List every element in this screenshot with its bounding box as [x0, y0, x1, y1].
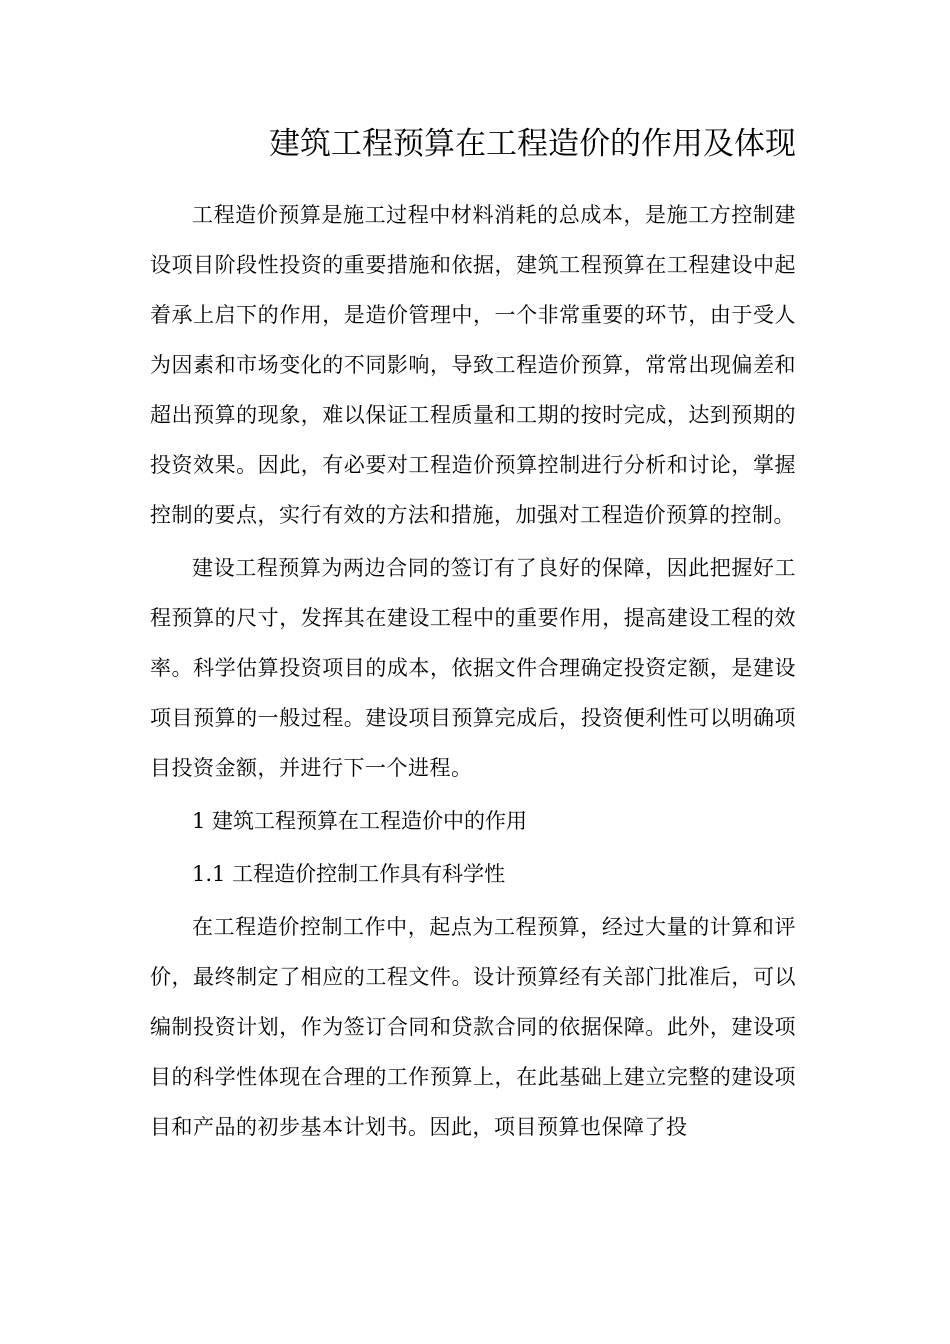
paragraph-contract: 建设工程预算为两边合同的签订有了良好的保障，因此把握好工程预算的尺寸，发挥其在建设工程中的重要作用，提高建设工程的效率。科学估算投资项目的成本，依据文件合理确定投资定额，是建设项目预算的一般过程。建设项目预算完成后，投资便利性可以明确项目投资金额，并进行下一个进程。	[150, 556, 796, 780]
document-title: 建筑工程预算在工程造价的作用及体现	[269, 126, 796, 162]
subsection-heading-1-1: 1.1 工程造价控制工作具有科学性	[192, 862, 506, 886]
section-heading-1: 1 建筑工程预算在工程造价中的作用	[192, 809, 528, 833]
paragraph-intro: 工程造价预算是施工过程中材料消耗的总成本，是施工方控制建设项目阶段性投资的重要措施和依据，建筑工程预算在工程建设中起着承上启下的作用，是造价管理中，一个非常重要的环节，由于受人为因素和市场变化的不同影响，导致工程造价预算，常常出现偏差和超出预算的现象，难以保证工程质量和工期的按时完成，达到预期的投资效果。因此，有必要对工程造价预算控制进行分析和讨论，掌握控制的要点，实行有效的方法和措施，加强对工程造价预算的控制。	[150, 203, 796, 527]
paragraph-scientific: 在工程造价控制工作中，起点为工程预算，经过大量的计算和评价，最终制定了相应的工程文件。设计预算经有关部门批准后，可以编制投资计划，作为签订合同和贷款合同的依据保障。此外，建设项目的科学性体现在合理的工作预算上，在此基础上建立完整的建设项目和产品的初步基本计划书。因此，项目预算也保障了投	[150, 915, 796, 1139]
document-body	[150, 190, 796, 1152]
